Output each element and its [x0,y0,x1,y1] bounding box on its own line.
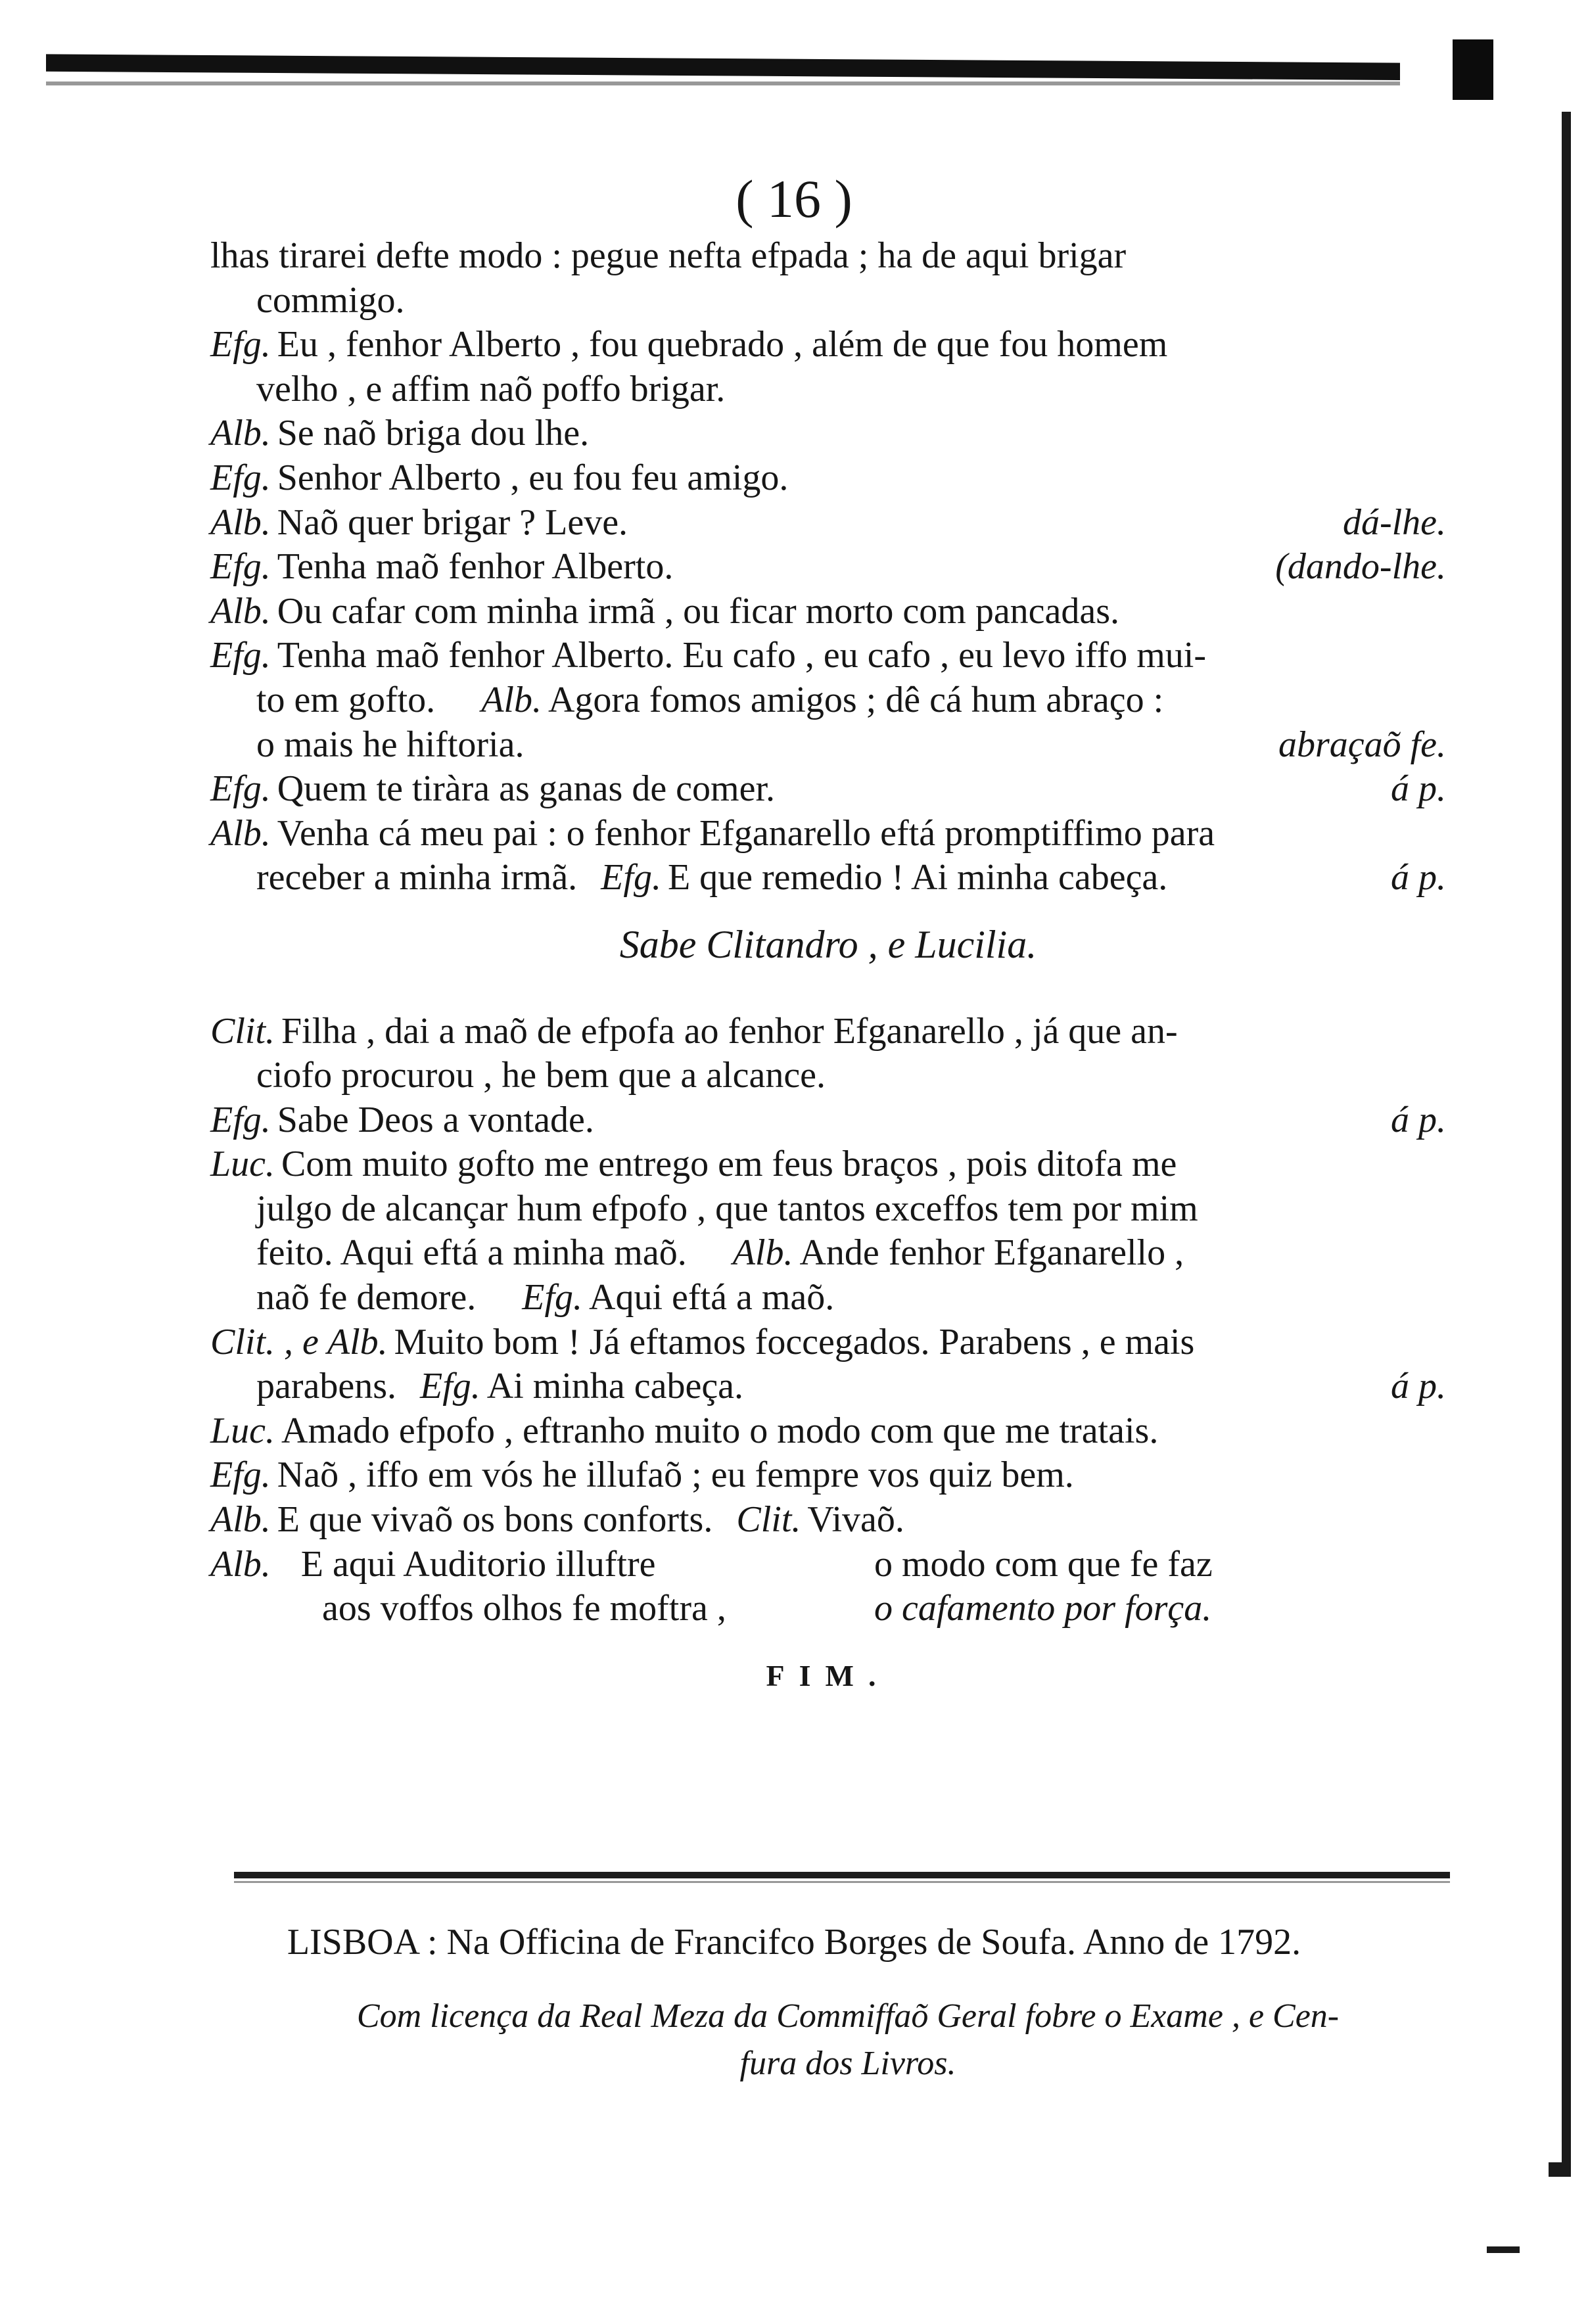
speaker: Efg. [210,768,271,810]
dialogue-line [210,1098,1446,1143]
verse-text: E aqui Auditorio illuftre [300,1543,656,1585]
speaker: Efg. [420,1366,480,1407]
speaker: Luc. [210,1144,275,1185]
license-line: fura dos Livros. [739,2045,956,2082]
dialogue-line [210,1142,1446,1187]
line-text: Naõ , iffo em vós he illufaõ ; eu fempre vos quiz bem. [277,1454,1074,1496]
speaker: Clit. [210,1010,275,1052]
line-text: Naõ quer brigar ? Leve. [277,501,628,543]
dialogue-line [210,590,1446,634]
text-line [210,1187,1446,1232]
stage-direction: á p. [1391,1366,1446,1407]
text-line [210,1364,1446,1409]
line-text: E que remedio ! Ai minha cabeça. [667,857,1168,898]
text-line [210,234,1446,279]
line-text: velho , e affim naõ poffo brigar. [256,368,726,409]
play-text [210,234,1446,1698]
text-line [210,1231,1446,1276]
speaker: Efg. [601,857,661,898]
stage-direction: (dando-lhe. [1275,546,1446,588]
speaker: Efg. [210,1099,271,1140]
line-text: Ande fenhor Efganarello , [799,1232,1184,1274]
line-text: Agora fomos amigos ; dê cá hum abraço : [548,679,1164,720]
dialogue-line [210,323,1446,367]
top-rule-shadow [46,81,1400,85]
top-rule [46,51,1400,80]
speaker: Alb. [732,1232,793,1274]
speaker: Alb. [210,812,271,854]
dialogue-line [210,411,1446,456]
dialogue-line [210,545,1446,590]
page-edge-shadow [1562,112,1571,2175]
stage-direction: á p. [1391,1099,1446,1140]
line-text: E que vivaõ os bons conforts. [277,1499,713,1541]
line-text: Eu , fenhor Alberto , fou quebrado , além de que fou homem [277,324,1168,365]
line-text: Aqui eftá a maõ. [589,1277,835,1318]
verse-line [210,1543,1446,1587]
line-text: Ai minha cabeça. [486,1366,744,1407]
dialogue-line [210,1453,1446,1498]
dialogue-line [210,501,1446,546]
line-text: feito. Aqui eftá a minha maõ. [256,1232,687,1274]
scene-heading: Sabe Clitandro , e Lucilia. [619,922,1037,966]
speaker: Clit. , e Alb. [210,1321,388,1362]
dialogue-line [210,812,1446,856]
verse-text-italic: o cafamento por força. [874,1588,1212,1629]
line-text: Venha cá meu pai : o fenhor Efganarello eftá promptiffimo para [277,812,1215,854]
dialogue-line [210,1320,1446,1365]
text-line [210,367,1446,412]
speaker: Luc. [210,1410,275,1451]
license-line: Com licença da Real Meza da Commiffaõ Geral fobre o Exame , e Cen- [356,1997,1340,2035]
line-text: parabens. [256,1366,397,1407]
speaker: Alb. [210,1543,271,1585]
speaker: Alb. [210,413,271,454]
text-line [210,1276,1446,1320]
line-text: Com muito gofto me entrego em feus braços , pois ditofa me [281,1144,1177,1185]
scan-mark-bottom-right [1487,2246,1520,2253]
stage-direction: abraçaõ fe. [1278,724,1446,765]
speaker: Efg. [210,1454,271,1496]
line-text: Tenha maõ fenhor Alberto. Eu cafo , eu cafo , eu levo iffo mui- [277,635,1206,676]
line-text: Filha , dai a maõ de efpofa ao fenhor Efganarello , já que an- [281,1010,1178,1052]
dialogue-line [210,1409,1446,1454]
dialogue-line [210,767,1446,812]
line-text: Muito bom ! Já eftamos foccegados. Parabens , e mais [394,1321,1195,1362]
imprint: LISBOA : Na Officina de Francifco Borges de Soufa. Anno de 1792. [287,1922,1301,1963]
speaker: Alb. [210,501,271,543]
text-line [210,856,1446,900]
scan-mark-top-right [1453,39,1493,100]
page-edge-shadow-end [1549,2162,1571,2177]
line-text: Se naõ briga dou lhe. [277,413,590,454]
license-notice [237,1993,1459,2087]
line-text: commigo. [256,279,405,321]
line-text: lhas tirarei defte modo : pegue nefta efpada ; ha de aqui brigar [210,235,1127,276]
dialogue-line [210,634,1446,678]
speaker: Efg. [210,324,271,365]
line-text: Quem te tiràra as ganas de comer. [277,768,775,810]
bottom-rule [234,1872,1450,1878]
verse-text: aos voffos olhos fe moftra , [322,1588,726,1629]
end-mark: FIM. [766,1658,891,1692]
line-text: Senhor Alberto , eu fou feu amigo. [277,457,789,498]
line-text: ciofo procurou , he bem que a alcance. [256,1055,826,1096]
speaker: Clit. [736,1499,801,1541]
line-text: naõ fe demore. [256,1277,477,1318]
line-text: Ou cafar com minha irmã , ou ficar morto com pancadas. [277,590,1120,632]
speaker: Efg. [210,546,271,588]
text-line [210,678,1446,723]
dialogue-line [210,1498,1446,1543]
speaker: Alb. [481,679,542,720]
dialogue-line [210,1010,1446,1054]
line-text: Amado efpofo , eftranho muito o modo com que me tratais. [281,1410,1159,1451]
stage-direction: á p. [1391,768,1446,810]
verse-text: o modo com que fe faz [874,1543,1213,1585]
line-text: o mais he hiftoria. [256,724,525,765]
bottom-rule-shadow [234,1881,1450,1883]
line-text: julgo de alcançar hum efpofo , que tantos exceffos tem por mim [256,1188,1198,1229]
speaker: Efg. [522,1277,583,1318]
line-text: receber a minha irmã. [256,857,578,898]
line-text: to em gofto. [256,679,436,720]
speaker: Efg. [210,635,271,676]
speaker: Efg. [210,457,271,498]
text-line [210,723,1446,768]
line-text: Tenha maõ fenhor Alberto. [277,546,674,588]
line-text: Sabe Deos a vontade. [277,1099,594,1140]
text-line [210,1054,1446,1098]
line-text: Vivaõ. [807,1499,904,1541]
page-number: ( 16 ) [736,169,852,229]
speaker: Alb. [210,590,271,632]
stage-direction: dá-lhe. [1342,501,1446,543]
stage-direction: á p. [1391,857,1446,898]
speaker: Alb. [210,1499,271,1541]
verse-line [210,1587,1446,1631]
text-line [210,279,1446,323]
dialogue-line [210,456,1446,501]
